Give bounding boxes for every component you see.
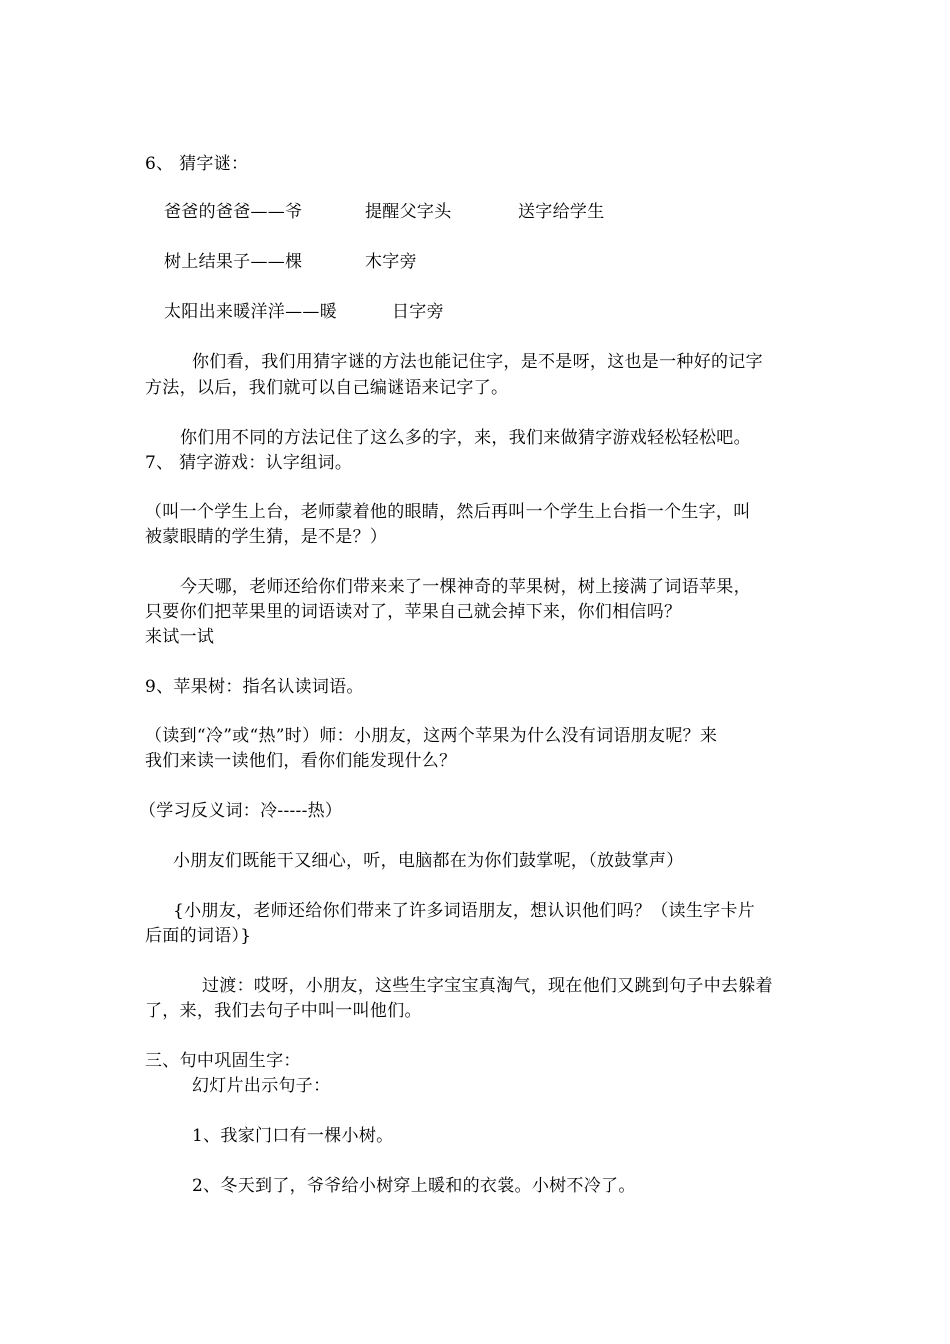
riddle-row-2 — [0, 250, 950, 274]
paragraph-3-line-1: （叫一个学生上台，老师蒙着他的眼睛，然后再叫一个学生上台指一个生字，叫 — [145, 502, 751, 522]
riddle-2-clue: 树上结果子——棵 — [164, 252, 303, 272]
riddle-1-clue: 爸爸的爸爸——爷 — [164, 202, 303, 222]
section-3-subheading: 幻灯片出示句子： — [192, 1076, 331, 1096]
sentence-2: 2、冬天到了，爷爷给小树穿上暖和的衣裳。小树不冷了。 — [192, 1176, 636, 1196]
riddle-3-hint: 日字旁 — [392, 302, 444, 322]
paragraph-4-line-3: 来试一试 — [145, 627, 215, 647]
paragraph-3-line-2: 被蒙眼睛的学生猜，是不是？） — [145, 527, 388, 547]
paragraph-1-line-2: 方法，以后，我们就可以自己编谜语来记字了。 — [145, 378, 509, 398]
section-6-heading: 6、 猜字谜： — [145, 154, 249, 174]
section-9-heading: 9、苹果树：指名认读词语。 — [145, 677, 364, 697]
paragraph-8-line-1: {小朋友，老师还给你们带来了许多词语朋友，想认识他们吗？（读生字卡片 — [173, 901, 756, 921]
paragraph-1-line-1: 你们看，我们用猜字谜的方法也能记住字，是不是呀，这也是一种好的记字 — [192, 352, 763, 372]
paragraph-4-line-1: 今天哪，老师还给你们带来来了一棵神奇的苹果树，树上接满了词语苹果， — [180, 577, 751, 597]
riddle-3-clue: 太阳出来暖洋洋——暖 — [164, 302, 337, 322]
riddle-row-3 — [0, 300, 950, 324]
riddle-row-1 — [0, 200, 950, 224]
paragraph-5-line-1: （读到“冷”或“热”时）师：小朋友，这两个苹果为什么没有词语朋友呢？来 — [145, 726, 718, 746]
paragraph-7-line-1: 小朋友们既能干又细心，听，电脑都在为你们鼓掌呢，（放鼓掌声） — [173, 851, 684, 871]
paragraph-4-line-2: 只要你们把苹果里的词语读对了，苹果自己就会掉下来，你们相信吗？ — [145, 602, 682, 622]
paragraph-6-line-1: （学习反义词：冷-----热） — [139, 801, 343, 821]
paragraph-9-line-1: 过渡：哎呀，小朋友，这些生字宝宝真淘气，现在他们又跳到句子中去躲着 — [202, 976, 773, 996]
section-7-heading: 7、 猜字游戏：认字组词。 — [145, 453, 353, 473]
paragraph-2-line-1: 你们用不同的方法记住了这么多的字，来，我们来做猜字游戏轻松轻松吧。 — [180, 428, 751, 448]
paragraph-5-line-2: 我们来读一读他们，看你们能发现什么？ — [145, 751, 457, 771]
section-3-heading: 三、句中巩固生字： — [145, 1051, 301, 1071]
sentence-1: 1、我家门口有一棵小树。 — [192, 1126, 394, 1146]
riddle-1-extra: 送字给学生 — [518, 202, 605, 222]
riddle-2-hint: 木字旁 — [365, 252, 417, 272]
paragraph-9-line-2: 了，来，我们去句子中叫一叫他们。 — [145, 1001, 422, 1021]
paragraph-8-line-2: 后面的词语）} — [145, 926, 252, 946]
riddle-1-hint: 提醒父字头 — [365, 202, 452, 222]
